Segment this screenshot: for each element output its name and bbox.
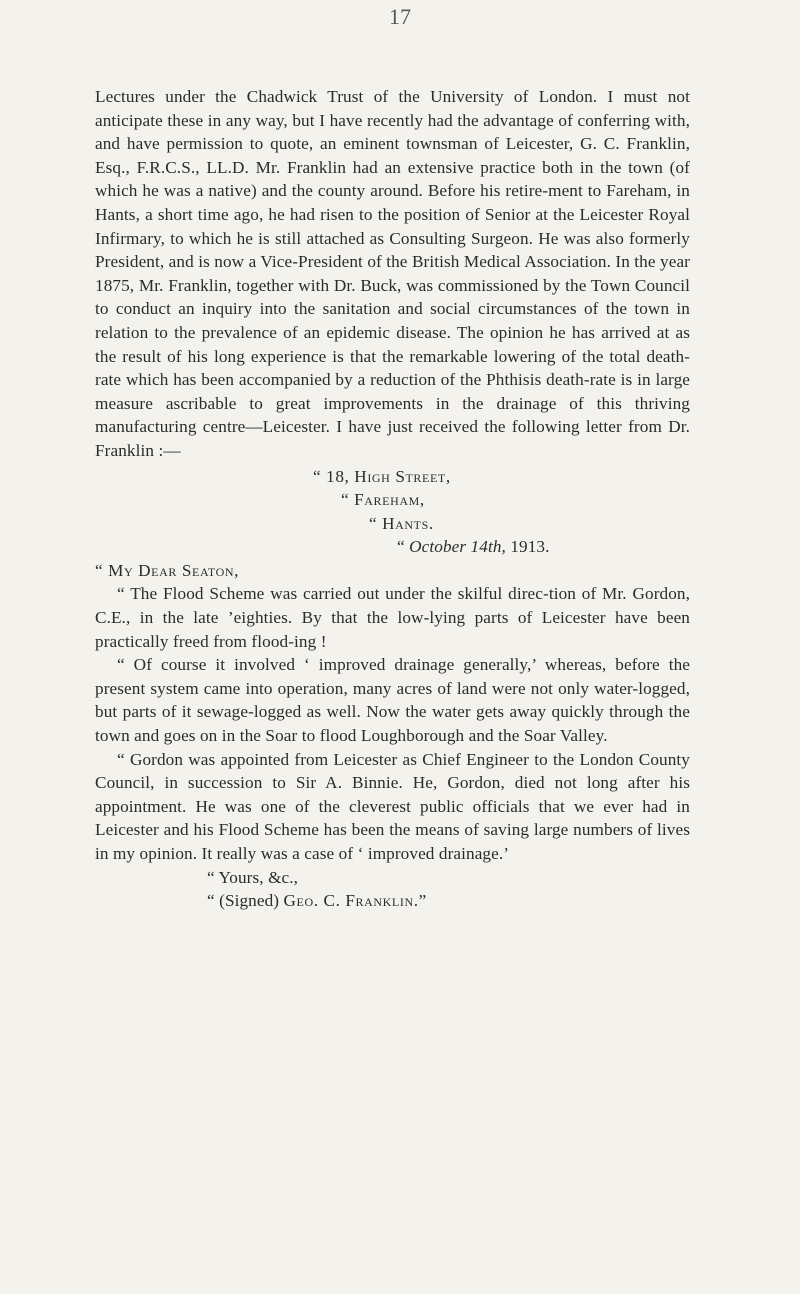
letter-date bbox=[95, 535, 690, 559]
letter-paragraph: “ The Flood Scheme was carried out under the skilful direc-tion of Mr. Gordon, C.E., in the late ’eighties. By that the low-lying parts of Leicester have been practically freed from flood-ing ! bbox=[95, 584, 690, 651]
body-text bbox=[95, 85, 690, 913]
letter-salutation: “ My Dear Seaton, bbox=[95, 560, 240, 580]
date-month: October 14th, bbox=[409, 537, 506, 557]
signatory-name: Geo. C. Franklin.” bbox=[283, 891, 427, 911]
closing-line: “ Yours, &c., bbox=[207, 867, 299, 887]
letter-paragraph: “ Of course it involved ‘ improved drainage generally,’ whereas, before the present system came into operation, many acres of land were not only water-logged, but parts of it sewage-logged as well. Now the water gets away quickly through the town and goes on in the Soar to flood Loughborough and the Soar Valley. bbox=[95, 655, 690, 746]
address-line: “ 18, High Street, bbox=[313, 466, 451, 486]
address-line: “ Fareham, bbox=[341, 490, 425, 510]
date-prefix: “ bbox=[397, 537, 410, 557]
page-number: 17 bbox=[389, 4, 411, 29]
date-year: 1913. bbox=[505, 537, 550, 557]
address-line: “ Hants. bbox=[369, 513, 434, 533]
letter-closing bbox=[95, 866, 690, 913]
letter-paragraph: “ Gordon was appointed from Leicester as Chief Engineer to the London County Council, in succession to Sir A. Binnie. He, Gordon, died not long after his appointment. He was one of the cleverest public officials that we ever had in Leicester and his Flood Scheme has been the means of saving large numbers of lives in my opinion. It really was a case of ‘ improved drainage.’ bbox=[95, 749, 690, 863]
letter-address bbox=[95, 465, 690, 559]
signature-line bbox=[95, 889, 690, 913]
signed-prefix: “ (Signed) bbox=[207, 891, 284, 911]
intro-paragraph: Lectures under the Chadwick Trust of the University of London. I must not anticipate these in any way, but I have recently had the advantage of conferring with, and have permission to quote, an eminent townsman of Leicester, G. C. Franklin, Esq., F.R.C.S., LL.D. Mr. Franklin had an extensive practice both in the town (of which he was a native) and the county around. Before his retire-ment to Fareham, in Hants, a short time ago, he had risen to the position of Senior at the Leicester Royal Infirmary, to which he is still attached as Consulting Surgeon. He was also formerly President, and is now a Vice-President of the British Medical Association. In the year 1875, Mr. Franklin, together with Dr. Buck, was commissioned by the Town Council to conduct an inquiry into the sanitation and social circumstances of the town in relation to the prevalence of an epidemic disease. The opinion he has arrived at as the result of his long experience is that the remarkable lowering of the total death-rate which has been accompanied by a reduction of the Phthisis death-rate is in large measure ascribable to great improvements in the drainage of this thriving manufacturing centre—Leicester. I have just received the following letter from Dr. Franklin :— bbox=[95, 87, 690, 460]
